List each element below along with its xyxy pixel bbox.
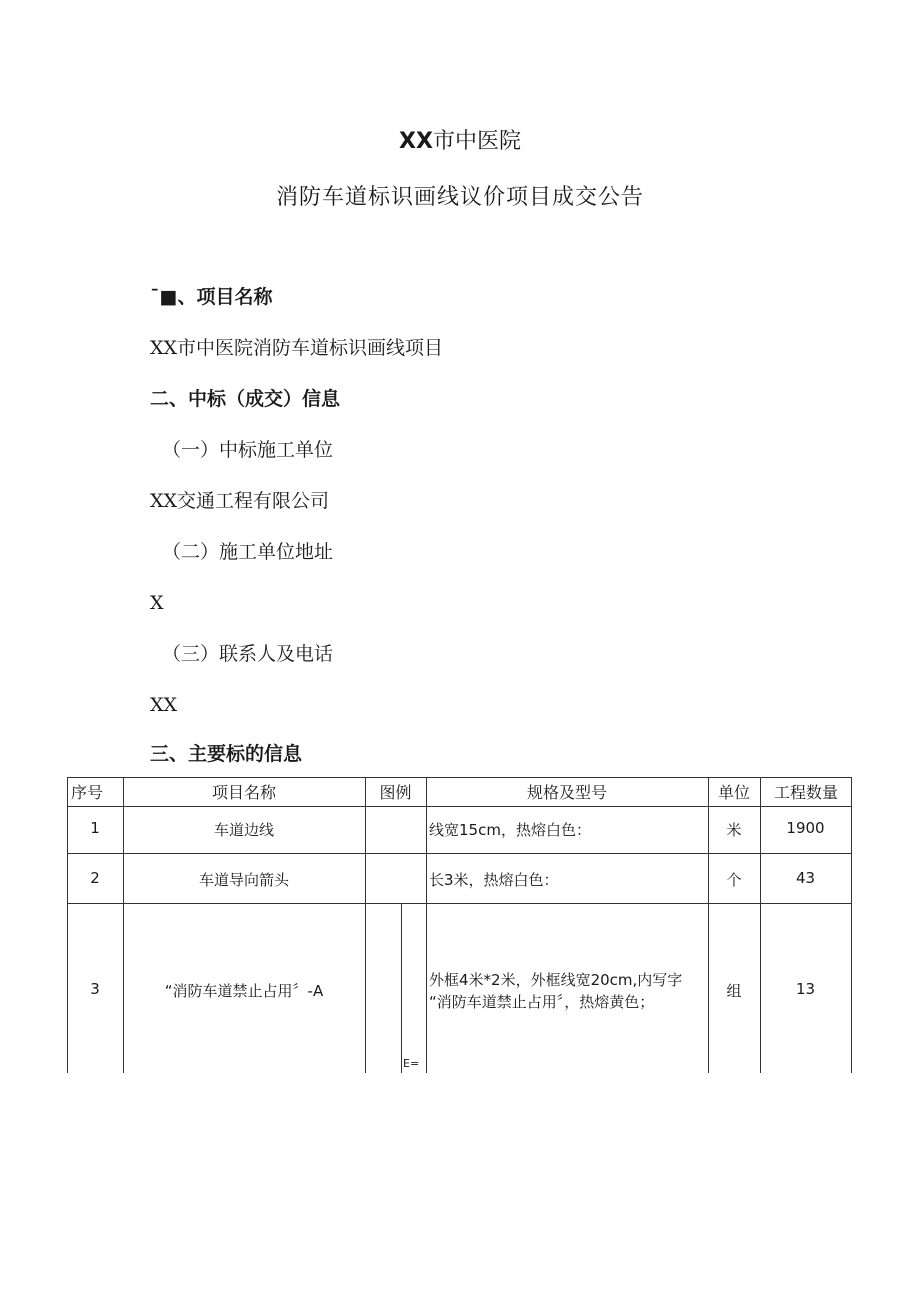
table-rule	[365, 777, 366, 1073]
row3-spec-line1: 外框4米*2米，外框线宽20cm,内写字	[429, 971, 683, 989]
subsection-contractor-heading: （一）中标施工单位	[162, 439, 334, 461]
col-header-legend: 图例	[379, 783, 412, 802]
address-text: X	[150, 592, 164, 614]
row2-name: 车道导向箭头	[198, 871, 289, 889]
contact-text: XX	[150, 694, 178, 716]
bid-items-table	[67, 777, 852, 1073]
document-subtitle: 消防车道标识画线议价项目成交公告	[275, 185, 644, 210]
row3-no: 3	[90, 980, 100, 998]
col-header-spec: 规格及型号	[526, 783, 607, 802]
row2-qty: 43	[795, 869, 816, 887]
row1-qty: 1900	[786, 819, 825, 837]
row1-unit: 米	[726, 821, 742, 839]
section-1-heading: ˉ■、项目名称	[150, 286, 273, 308]
row3-legend-mark: E=	[403, 1057, 420, 1070]
col-header-no: 序号	[70, 783, 103, 802]
col-header-unit: 单位	[717, 783, 750, 802]
table-rule	[67, 903, 852, 904]
title-xx: XX	[399, 129, 433, 154]
row2-unit: 个	[726, 871, 742, 889]
contractor-name-text: XX交通工程有限公司	[150, 490, 330, 512]
col-header-qty: 工程数量	[774, 783, 839, 802]
project-name-text: XX市中医院消防车道标识画线项目	[150, 337, 444, 359]
row1-no: 1	[90, 819, 100, 837]
row2-spec: 长3米，热熔白色：	[429, 871, 559, 889]
section-2-heading: 二、中标（成交）信息	[150, 388, 341, 410]
table-rule	[401, 903, 402, 1073]
subsection-address-heading: （二）施工单位地址	[162, 541, 334, 563]
table-rule	[426, 777, 427, 1073]
title-org: 市中医院	[432, 129, 521, 154]
table-rule	[67, 806, 852, 807]
table-rule	[67, 777, 852, 778]
col-header-name: 项目名称	[211, 783, 276, 802]
row3-name: “消防车道禁止占用〞-A	[164, 982, 324, 1000]
table-rule	[851, 777, 852, 1073]
row3-unit: 组	[726, 982, 742, 1000]
row1-spec: 线宽15cm，热熔白色：	[429, 821, 591, 839]
subsection-contact-heading: （三）联系人及电话	[162, 643, 334, 665]
table-rule	[67, 853, 852, 854]
section-3-heading: 三、主要标的信息	[150, 743, 303, 765]
document-title	[0, 124, 920, 160]
row1-name: 车道边线	[213, 821, 274, 839]
row2-no: 2	[90, 869, 100, 887]
row3-spec-line2: “消防车道禁止占用〞，热熔黄色；	[429, 993, 655, 1011]
row3-qty: 13	[795, 980, 816, 998]
